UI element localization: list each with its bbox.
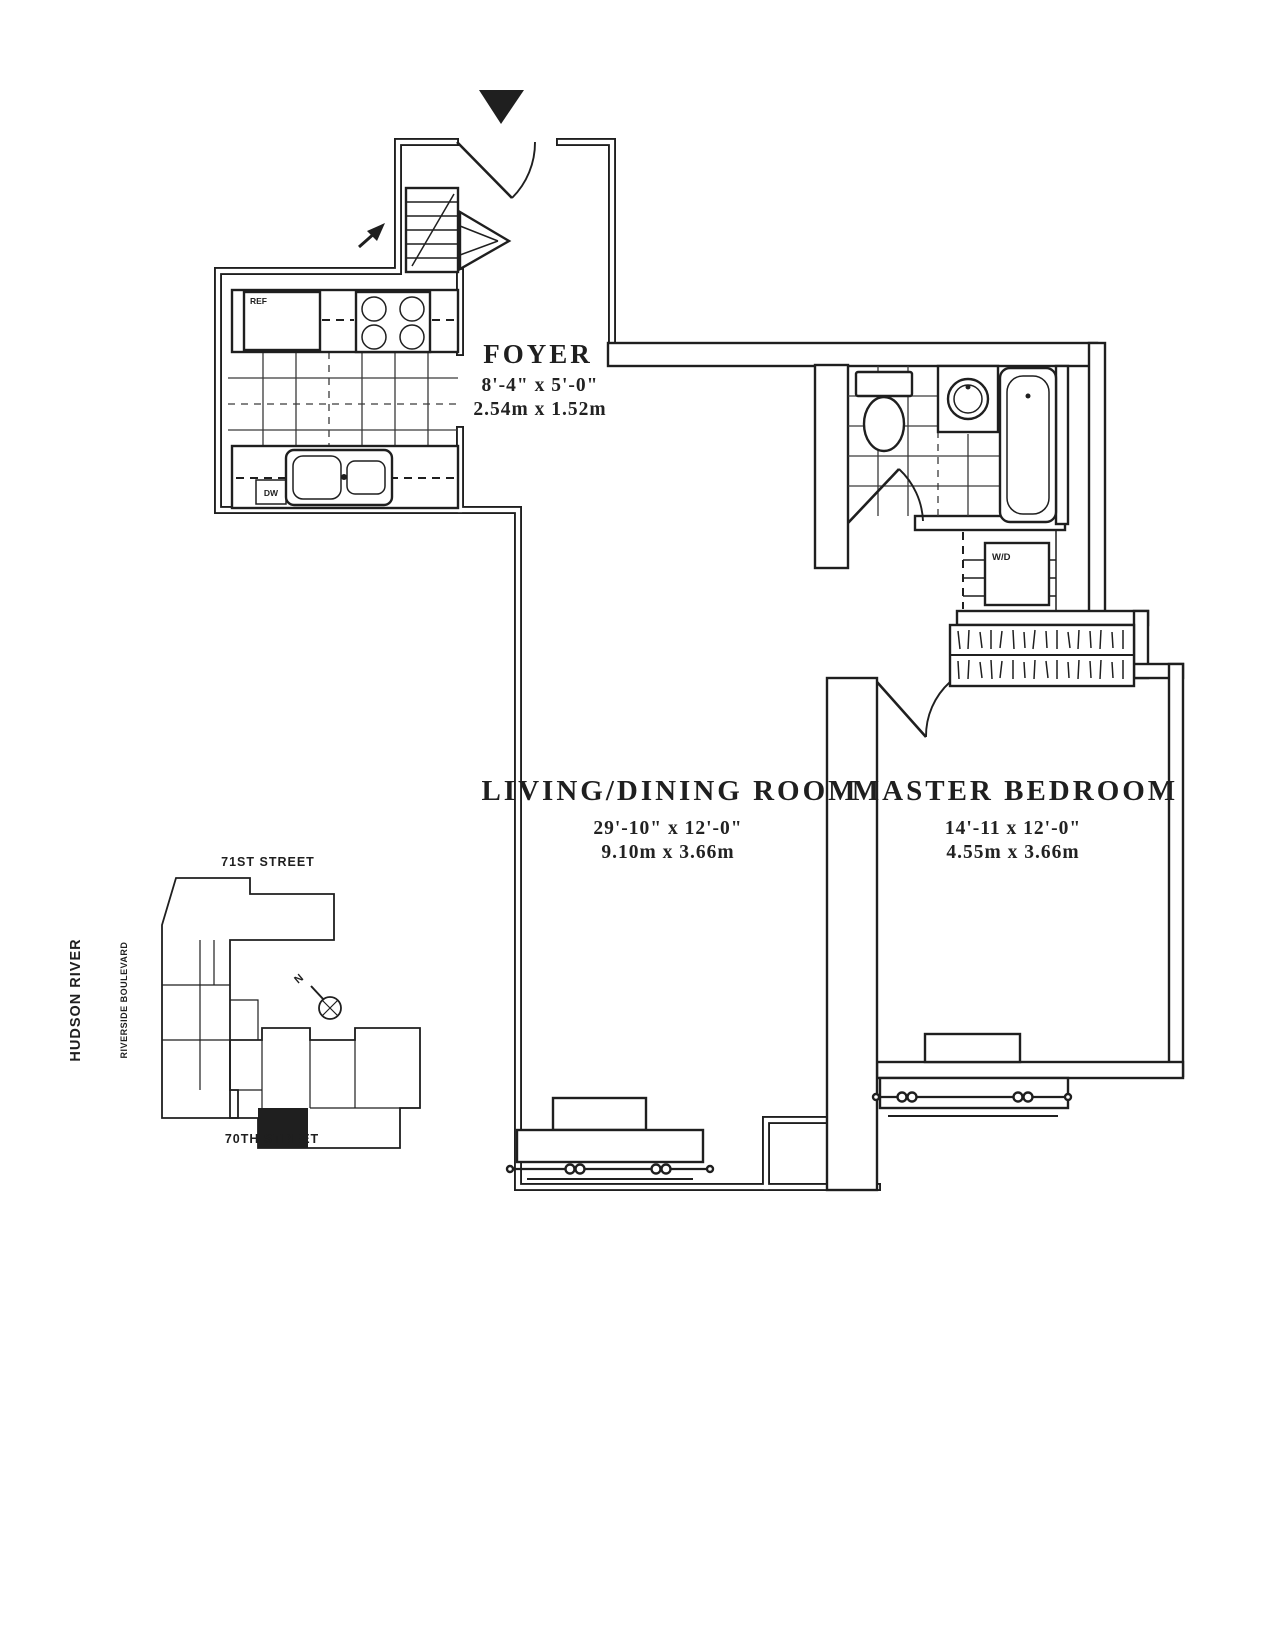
street-label-71st: 71ST STREET xyxy=(221,855,315,869)
small-arrow-icon xyxy=(359,223,385,247)
site-map xyxy=(68,855,420,1148)
wall-right-upper xyxy=(1089,343,1105,625)
building-units-lower xyxy=(230,1028,420,1118)
wall-corridor-bottom xyxy=(957,611,1148,625)
foyer-label: FOYER xyxy=(483,339,593,369)
toilet xyxy=(856,372,912,451)
hudson-river-label: HUDSON RIVER xyxy=(68,938,84,1062)
kitchen-floor-tiles xyxy=(228,352,458,446)
entry xyxy=(359,90,535,272)
faucet-icon xyxy=(966,385,971,390)
living-dim-metric: 9.10m x 3.66m xyxy=(601,842,735,863)
window-latch-icon xyxy=(908,1093,917,1102)
living-dim-imperial: 29'-10" x 12'-0" xyxy=(593,818,743,839)
interior-walls xyxy=(608,343,1183,1190)
bathroom-sink xyxy=(938,366,998,432)
window-latch-icon xyxy=(898,1093,907,1102)
stove xyxy=(356,292,430,352)
window-latch-icon xyxy=(576,1165,585,1174)
faucet-icon xyxy=(341,474,347,480)
wall-top-right xyxy=(608,343,1097,366)
master-bedroom-label: MASTER BEDROOM xyxy=(851,775,1179,807)
master-dim-imperial: 14'-11 x 12'-0" xyxy=(944,818,1082,839)
wall-master-right xyxy=(1169,664,1183,1076)
bathroom-door xyxy=(848,469,899,523)
washer-dryer-label: W/D xyxy=(992,552,1011,563)
refrigerator-label: REF xyxy=(250,296,267,306)
dishwasher-label: DW xyxy=(263,488,279,498)
bathroom-door-swing xyxy=(899,469,923,521)
window-latch-icon xyxy=(566,1165,575,1174)
compass-north-label: N xyxy=(292,971,307,987)
bathtub xyxy=(1000,368,1056,522)
bathroom xyxy=(848,366,1056,523)
window-latch-icon xyxy=(662,1165,671,1174)
window-frame xyxy=(517,1130,703,1162)
living-dining-label: LIVING/DINING ROOM xyxy=(481,775,859,807)
wall-bathroom-right xyxy=(1056,366,1068,524)
wall-living-master-divider xyxy=(827,678,877,1190)
riverside-boulevard-label: RIVERSIDE BOULEVARD xyxy=(119,941,129,1059)
wall-master-bottom xyxy=(877,1062,1183,1078)
building-units xyxy=(162,940,258,1090)
closet-fan-door xyxy=(460,212,509,269)
ac-unit-master xyxy=(925,1034,1020,1062)
kitchen-sink xyxy=(286,450,392,505)
master-dim-metric: 4.55m x 3.66m xyxy=(946,842,1080,863)
entry-door xyxy=(457,142,512,198)
window-latch-icon xyxy=(652,1165,661,1174)
entry-closet-shelves xyxy=(406,188,458,272)
street-label-70th: 70TH STREET xyxy=(224,1132,320,1146)
kitchen xyxy=(228,290,458,508)
wall-hall xyxy=(815,365,848,568)
foyer-dim-imperial: 8'-4" x 5'-0" xyxy=(481,375,599,396)
building-outline xyxy=(162,878,334,1118)
living-room-window xyxy=(507,1098,713,1179)
bedroom-door-swing xyxy=(926,682,950,737)
washer-dryer xyxy=(963,543,1056,605)
bedroom-door xyxy=(877,682,926,737)
ac-unit-living xyxy=(553,1098,646,1130)
drain-icon xyxy=(1026,394,1031,399)
entry-arrow-icon xyxy=(479,90,524,124)
bedroom-closet xyxy=(950,625,1134,686)
foyer-dim-metric: 2.54m x 1.52m xyxy=(473,399,607,420)
window-latch-icon xyxy=(1014,1093,1023,1102)
compass-icon xyxy=(292,972,341,1019)
corridor xyxy=(963,530,1056,611)
window-latch-icon xyxy=(1024,1093,1033,1102)
entry-door-swing xyxy=(512,142,535,198)
